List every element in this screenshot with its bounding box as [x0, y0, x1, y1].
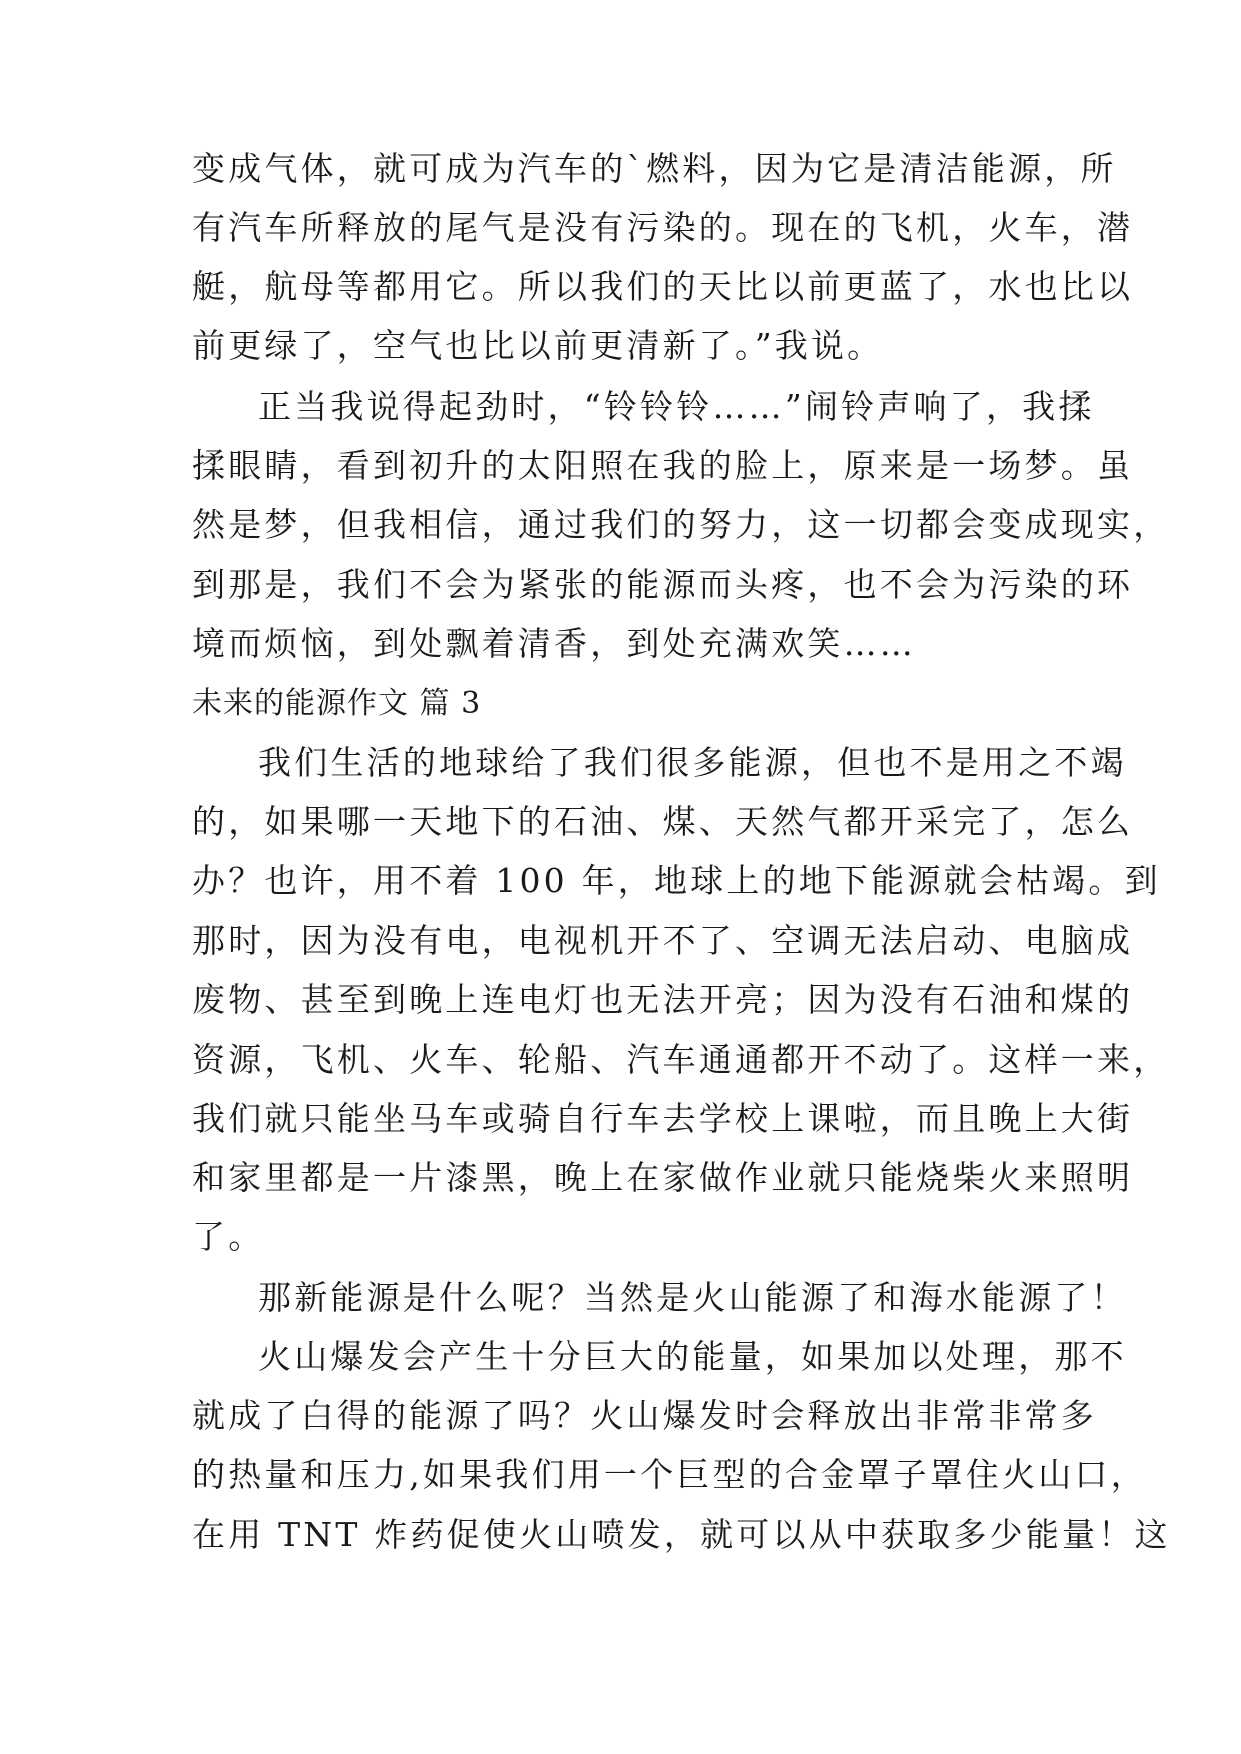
paragraph-line: 就成了白得的能源了吗？火山爆发时会释放出非常非常多 [192, 1396, 1097, 1435]
paragraph-line: 办？也许，用不着 100 年，地球上的地下能源就会枯竭。到 [192, 861, 1161, 900]
paragraph-line: 废物、甚至到晚上连电灯也无法开亮；因为没有石油和煤的 [192, 980, 1134, 1019]
paragraph-line: 到那是，我们不会为紧张的能源而头疼，也不会为污染的环 [192, 565, 1134, 604]
paragraph-line: 的，如果哪一天地下的石油、煤、天然气都开采完了，怎么 [192, 802, 1134, 841]
paragraph-line: 了。 [192, 1217, 265, 1256]
paragraph-line: 前更绿了，空气也比以前更清新了。”我说。 [192, 326, 884, 365]
paragraph-line: 艇，航母等都用它。所以我们的天比以前更蓝了，水也比以 [192, 267, 1134, 306]
paragraph-line: 在用 TNT 炸药促使火山喷发，就可以从中获取多少能量！这 [192, 1515, 1171, 1554]
section-heading: 未来的能源作文 篇 3 [192, 686, 482, 721]
paragraph-line: 境而烦恼，到处飘着清香，到处充满欢笑…… [192, 624, 916, 663]
paragraph-line: 有汽车所释放的尾气是没有污染的。现在的飞机，火车，潜 [192, 208, 1134, 247]
paragraph-line: 变成气体，就可成为汽车的`燃料，因为它是清洁能源，所 [192, 149, 1117, 188]
paragraph-line: 正当我说得起劲时，“铃铃铃……”闹铃声响了，我揉 [258, 387, 1095, 426]
paragraph-line: 和家里都是一片漆黑，晚上在家做作业就只能烧柴火来照明 [192, 1158, 1134, 1197]
paragraph-line: 资源，飞机、火车、轮船、汽车通通都开不动了。这样一来， [192, 1040, 1170, 1079]
paragraph-line: 我们就只能坐马车或骑自行车去学校上课啦，而且晚上大街 [192, 1099, 1134, 1138]
paragraph-line: 的热量和压力,如果我们用一个巨型的合金罩子罩住火山口， [192, 1455, 1147, 1494]
paragraph-line: 我们生活的地球给了我们很多能源，但也不是用之不竭 [258, 743, 1127, 782]
paragraph-line: 那新能源是什么呢？当然是火山能源了和海水能源了！ [258, 1278, 1127, 1317]
paragraph-line: 揉眼睛，看到初升的太阳照在我的脸上，原来是一场梦。虽 [192, 446, 1134, 485]
paragraph-line: 然是梦，但我相信，通过我们的努力，这一切都会变成现实， [192, 505, 1170, 544]
paragraph-line: 火山爆发会产生十分巨大的能量，如果加以处理，那不 [258, 1337, 1127, 1376]
paragraph-line: 那时，因为没有电，电视机开不了、空调无法启动、电脑成 [192, 921, 1134, 960]
